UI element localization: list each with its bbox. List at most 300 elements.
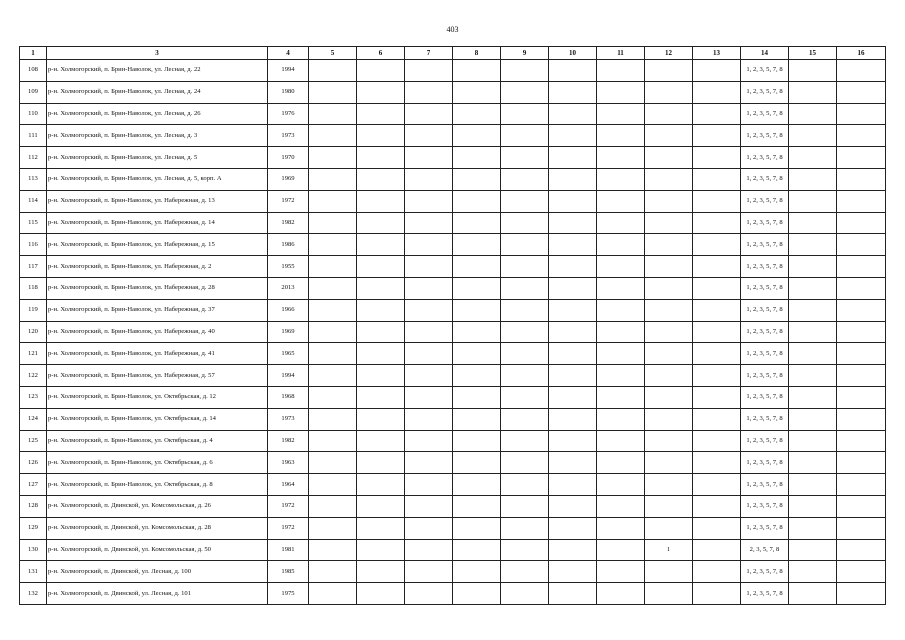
cell-col-11 — [597, 583, 645, 605]
row-number: 120 — [20, 321, 47, 343]
table-row — [20, 234, 886, 256]
cell-col-12 — [645, 103, 693, 125]
table-row — [20, 452, 886, 474]
cell-col-7 — [405, 583, 453, 605]
cell-col-9 — [501, 365, 549, 387]
row-year: 1955 — [268, 256, 309, 278]
cell-col-13 — [693, 386, 741, 408]
cell-col-9 — [501, 168, 549, 190]
cell-col-14: 1, 2, 3, 5, 7, 8 — [741, 168, 789, 190]
cell-col-16 — [837, 234, 886, 256]
cell-col-12 — [645, 212, 693, 234]
cell-col-9 — [501, 212, 549, 234]
cell-col-15 — [789, 103, 837, 125]
cell-col-16 — [837, 452, 886, 474]
row-year: 1976 — [268, 103, 309, 125]
row-year: 1964 — [268, 474, 309, 496]
cell-col-9 — [501, 517, 549, 539]
row-year: 1970 — [268, 147, 309, 169]
column-header-16: 16 — [837, 47, 886, 60]
cell-col-6 — [357, 234, 405, 256]
cell-col-9 — [501, 299, 549, 321]
cell-col-15 — [789, 299, 837, 321]
cell-col-16 — [837, 321, 886, 343]
cell-col-8 — [453, 452, 501, 474]
cell-col-12 — [645, 561, 693, 583]
row-number: 114 — [20, 190, 47, 212]
cell-col-8 — [453, 299, 501, 321]
cell-col-9 — [501, 277, 549, 299]
row-address: р-н. Холмогорский, п. Двинской, ул. Комсомольская, д. 50 — [47, 539, 268, 561]
table-body — [20, 60, 886, 605]
cell-col-7 — [405, 256, 453, 278]
cell-col-12 — [645, 60, 693, 82]
cell-col-8 — [453, 168, 501, 190]
cell-col-11 — [597, 343, 645, 365]
cell-col-9 — [501, 561, 549, 583]
cell-col-10 — [549, 81, 597, 103]
cell-col-14: 1, 2, 3, 5, 7, 8 — [741, 408, 789, 430]
cell-col-12 — [645, 234, 693, 256]
row-address: р-н. Холмогорский, п. Брин-Наволок, ул. Набережная, д. 37 — [47, 299, 268, 321]
table-row — [20, 299, 886, 321]
cell-col-6 — [357, 430, 405, 452]
column-header-5: 5 — [309, 47, 357, 60]
table-row — [20, 365, 886, 387]
cell-col-5 — [309, 103, 357, 125]
cell-col-7 — [405, 190, 453, 212]
table-row — [20, 343, 886, 365]
cell-col-9 — [501, 321, 549, 343]
cell-col-7 — [405, 365, 453, 387]
cell-col-11 — [597, 256, 645, 278]
cell-col-9 — [501, 408, 549, 430]
cell-col-11 — [597, 103, 645, 125]
row-number: 109 — [20, 81, 47, 103]
table-row — [20, 517, 886, 539]
cell-col-9 — [501, 583, 549, 605]
cell-col-5 — [309, 277, 357, 299]
cell-col-10 — [549, 147, 597, 169]
row-address: р-н. Холмогорский, п. Брин-Наволок, ул. Набережная, д. 2 — [47, 256, 268, 278]
table-row — [20, 190, 886, 212]
cell-col-10 — [549, 386, 597, 408]
cell-col-12 — [645, 430, 693, 452]
cell-col-12: 1 — [645, 539, 693, 561]
row-address: р-н. Холмогорский, п. Брин-Наволок, ул. Набережная, д. 41 — [47, 343, 268, 365]
cell-col-12 — [645, 583, 693, 605]
cell-col-8 — [453, 561, 501, 583]
cell-col-6 — [357, 386, 405, 408]
cell-col-9 — [501, 103, 549, 125]
cell-col-15 — [789, 60, 837, 82]
cell-col-16 — [837, 147, 886, 169]
cell-col-5 — [309, 539, 357, 561]
table-row — [20, 408, 886, 430]
row-address: р-н. Холмогорский, п. Двинской, ул. Комсомольская, д. 28 — [47, 517, 268, 539]
cell-col-15 — [789, 277, 837, 299]
row-address: р-н. Холмогорский, п. Брин-Наволок, ул. Набережная, д. 40 — [47, 321, 268, 343]
cell-col-13 — [693, 277, 741, 299]
cell-col-15 — [789, 583, 837, 605]
cell-col-14: 1, 2, 3, 5, 7, 8 — [741, 321, 789, 343]
cell-col-11 — [597, 147, 645, 169]
row-year: 1981 — [268, 539, 309, 561]
row-address: р-н. Холмогорский, п. Брин-Наволок, ул. Набережная, д. 13 — [47, 190, 268, 212]
cell-col-15 — [789, 430, 837, 452]
cell-col-9 — [501, 147, 549, 169]
cell-col-16 — [837, 539, 886, 561]
cell-col-10 — [549, 299, 597, 321]
cell-col-6 — [357, 168, 405, 190]
cell-col-13 — [693, 408, 741, 430]
cell-col-12 — [645, 452, 693, 474]
cell-col-12 — [645, 147, 693, 169]
cell-col-10 — [549, 452, 597, 474]
row-number: 118 — [20, 277, 47, 299]
row-address: р-н. Холмогорский, п. Брин-Наволок, ул. Октябрьская, д. 8 — [47, 474, 268, 496]
row-address: р-н. Холмогорский, п. Брин-Наволок, ул. Лесная, д. 5, корп. А — [47, 168, 268, 190]
cell-col-11 — [597, 277, 645, 299]
cell-col-5 — [309, 517, 357, 539]
column-header-15: 15 — [789, 47, 837, 60]
cell-col-5 — [309, 474, 357, 496]
cell-col-5 — [309, 125, 357, 147]
table-row — [20, 168, 886, 190]
row-address: р-н. Холмогорский, п. Брин-Наволок, ул. Октябрьская, д. 6 — [47, 452, 268, 474]
row-number: 124 — [20, 408, 47, 430]
column-header-7: 7 — [405, 47, 453, 60]
row-number: 108 — [20, 60, 47, 82]
cell-col-13 — [693, 539, 741, 561]
table-row — [20, 495, 886, 517]
cell-col-11 — [597, 561, 645, 583]
cell-col-6 — [357, 299, 405, 321]
cell-col-12 — [645, 321, 693, 343]
cell-col-16 — [837, 365, 886, 387]
cell-col-15 — [789, 234, 837, 256]
cell-col-15 — [789, 539, 837, 561]
row-year: 1963 — [268, 452, 309, 474]
row-address: р-н. Холмогорский, п. Брин-Наволок, ул. Лесная, д. 3 — [47, 125, 268, 147]
cell-col-5 — [309, 190, 357, 212]
row-number: 113 — [20, 168, 47, 190]
cell-col-6 — [357, 539, 405, 561]
cell-col-5 — [309, 212, 357, 234]
row-number: 128 — [20, 495, 47, 517]
row-year: 1986 — [268, 234, 309, 256]
row-year: 1965 — [268, 343, 309, 365]
cell-col-16 — [837, 495, 886, 517]
cell-col-15 — [789, 147, 837, 169]
row-address: р-н. Холмогорский, п. Двинской, ул. Комсомольская, д. 26 — [47, 495, 268, 517]
cell-col-13 — [693, 103, 741, 125]
cell-col-8 — [453, 517, 501, 539]
cell-col-7 — [405, 234, 453, 256]
row-year: 1985 — [268, 561, 309, 583]
row-number: 110 — [20, 103, 47, 125]
cell-col-7 — [405, 299, 453, 321]
cell-col-15 — [789, 474, 837, 496]
cell-col-13 — [693, 147, 741, 169]
cell-col-14: 1, 2, 3, 5, 7, 8 — [741, 212, 789, 234]
cell-col-13 — [693, 234, 741, 256]
cell-col-10 — [549, 256, 597, 278]
cell-col-5 — [309, 452, 357, 474]
cell-col-8 — [453, 190, 501, 212]
cell-col-12 — [645, 474, 693, 496]
cell-col-15 — [789, 386, 837, 408]
cell-col-6 — [357, 256, 405, 278]
cell-col-5 — [309, 234, 357, 256]
cell-col-13 — [693, 517, 741, 539]
cell-col-15 — [789, 452, 837, 474]
row-year: 1972 — [268, 495, 309, 517]
cell-col-16 — [837, 212, 886, 234]
cell-col-11 — [597, 234, 645, 256]
cell-col-13 — [693, 299, 741, 321]
cell-col-6 — [357, 583, 405, 605]
cell-col-10 — [549, 517, 597, 539]
cell-col-11 — [597, 539, 645, 561]
cell-col-7 — [405, 103, 453, 125]
column-header-13: 13 — [693, 47, 741, 60]
table-row — [20, 386, 886, 408]
row-number: 131 — [20, 561, 47, 583]
cell-col-10 — [549, 103, 597, 125]
row-year: 1994 — [268, 60, 309, 82]
cell-col-13 — [693, 168, 741, 190]
cell-col-11 — [597, 386, 645, 408]
row-address: р-н. Холмогорский, п. Двинской, ул. Лесная, д. 101 — [47, 583, 268, 605]
cell-col-8 — [453, 321, 501, 343]
row-address: р-н. Холмогорский, п. Двинской, ул. Лесная, д. 100 — [47, 561, 268, 583]
cell-col-8 — [453, 81, 501, 103]
cell-col-12 — [645, 343, 693, 365]
cell-col-8 — [453, 365, 501, 387]
cell-col-14: 1, 2, 3, 5, 7, 8 — [741, 343, 789, 365]
cell-col-15 — [789, 212, 837, 234]
cell-col-6 — [357, 561, 405, 583]
cell-col-6 — [357, 81, 405, 103]
column-header-1: 1 — [20, 47, 47, 60]
cell-col-14: 2, 3, 5, 7, 8 — [741, 539, 789, 561]
cell-col-13 — [693, 365, 741, 387]
cell-col-7 — [405, 430, 453, 452]
cell-col-14: 1, 2, 3, 5, 7, 8 — [741, 103, 789, 125]
cell-col-8 — [453, 256, 501, 278]
cell-col-16 — [837, 386, 886, 408]
cell-col-8 — [453, 474, 501, 496]
row-year: 1980 — [268, 81, 309, 103]
cell-col-12 — [645, 386, 693, 408]
cell-col-13 — [693, 452, 741, 474]
cell-col-8 — [453, 234, 501, 256]
cell-col-14: 1, 2, 3, 5, 7, 8 — [741, 474, 789, 496]
cell-col-8 — [453, 343, 501, 365]
cell-col-8 — [453, 430, 501, 452]
cell-col-6 — [357, 103, 405, 125]
cell-col-5 — [309, 495, 357, 517]
cell-col-16 — [837, 256, 886, 278]
column-header-8: 8 — [453, 47, 501, 60]
cell-col-10 — [549, 234, 597, 256]
cell-col-12 — [645, 81, 693, 103]
cell-col-5 — [309, 299, 357, 321]
cell-col-15 — [789, 408, 837, 430]
cell-col-16 — [837, 343, 886, 365]
row-number: 116 — [20, 234, 47, 256]
cell-col-5 — [309, 60, 357, 82]
cell-col-12 — [645, 408, 693, 430]
cell-col-5 — [309, 430, 357, 452]
cell-col-15 — [789, 321, 837, 343]
cell-col-14: 1, 2, 3, 5, 7, 8 — [741, 256, 789, 278]
page-number: 403 — [446, 25, 459, 34]
cell-col-10 — [549, 430, 597, 452]
cell-col-5 — [309, 321, 357, 343]
cell-col-7 — [405, 517, 453, 539]
cell-col-7 — [405, 408, 453, 430]
cell-col-8 — [453, 212, 501, 234]
row-address: р-н. Холмогорский, п. Брин-Наволок, ул. Набережная, д. 14 — [47, 212, 268, 234]
cell-col-10 — [549, 343, 597, 365]
table-row — [20, 147, 886, 169]
cell-col-6 — [357, 190, 405, 212]
cell-col-10 — [549, 365, 597, 387]
cell-col-14: 1, 2, 3, 5, 7, 8 — [741, 430, 789, 452]
cell-col-13 — [693, 125, 741, 147]
row-year: 1968 — [268, 386, 309, 408]
cell-col-11 — [597, 168, 645, 190]
cell-col-7 — [405, 452, 453, 474]
row-number: 117 — [20, 256, 47, 278]
cell-col-10 — [549, 321, 597, 343]
cell-col-11 — [597, 212, 645, 234]
cell-col-10 — [549, 168, 597, 190]
cell-col-14: 1, 2, 3, 5, 7, 8 — [741, 561, 789, 583]
cell-col-14: 1, 2, 3, 5, 7, 8 — [741, 147, 789, 169]
cell-col-14: 1, 2, 3, 5, 7, 8 — [741, 386, 789, 408]
cell-col-8 — [453, 583, 501, 605]
cell-col-13 — [693, 190, 741, 212]
cell-col-12 — [645, 517, 693, 539]
cell-col-15 — [789, 365, 837, 387]
column-header-4: 4 — [268, 47, 309, 60]
cell-col-9 — [501, 495, 549, 517]
row-number: 112 — [20, 147, 47, 169]
table-row — [20, 430, 886, 452]
cell-col-10 — [549, 212, 597, 234]
column-header-12: 12 — [645, 47, 693, 60]
row-number: 129 — [20, 517, 47, 539]
row-number: 132 — [20, 583, 47, 605]
cell-col-7 — [405, 474, 453, 496]
row-address: р-н. Холмогорский, п. Брин-Наволок, ул. Набережная, д. 28 — [47, 277, 268, 299]
cell-col-12 — [645, 299, 693, 321]
cell-col-6 — [357, 212, 405, 234]
cell-col-14: 1, 2, 3, 5, 7, 8 — [741, 299, 789, 321]
cell-col-5 — [309, 168, 357, 190]
table-row — [20, 212, 886, 234]
cell-col-7 — [405, 168, 453, 190]
cell-col-13 — [693, 474, 741, 496]
cell-col-13 — [693, 343, 741, 365]
cell-col-16 — [837, 190, 886, 212]
cell-col-11 — [597, 190, 645, 212]
cell-col-5 — [309, 386, 357, 408]
table-row — [20, 125, 886, 147]
table-row — [20, 60, 886, 82]
row-year: 2013 — [268, 277, 309, 299]
cell-col-10 — [549, 583, 597, 605]
cell-col-14: 1, 2, 3, 5, 7, 8 — [741, 81, 789, 103]
cell-col-16 — [837, 277, 886, 299]
row-number: 119 — [20, 299, 47, 321]
table-row — [20, 81, 886, 103]
cell-col-11 — [597, 321, 645, 343]
cell-col-6 — [357, 277, 405, 299]
cell-col-13 — [693, 495, 741, 517]
cell-col-5 — [309, 583, 357, 605]
cell-col-16 — [837, 81, 886, 103]
row-address: р-н. Холмогорский, п. Брин-Наволок, ул. Лесная, д. 26 — [47, 103, 268, 125]
cell-col-8 — [453, 539, 501, 561]
cell-col-6 — [357, 147, 405, 169]
cell-col-16 — [837, 103, 886, 125]
column-header-9: 9 — [501, 47, 549, 60]
row-year: 1982 — [268, 212, 309, 234]
cell-col-8 — [453, 386, 501, 408]
cell-col-10 — [549, 561, 597, 583]
cell-col-11 — [597, 408, 645, 430]
cell-col-10 — [549, 60, 597, 82]
cell-col-8 — [453, 495, 501, 517]
cell-col-10 — [549, 277, 597, 299]
table-row — [20, 256, 886, 278]
row-address: р-н. Холмогорский, п. Брин-Наволок, ул. Лесная, д. 5 — [47, 147, 268, 169]
cell-col-14: 1, 2, 3, 5, 7, 8 — [741, 277, 789, 299]
housing-register-table — [19, 46, 886, 605]
cell-col-11 — [597, 430, 645, 452]
cell-col-14: 1, 2, 3, 5, 7, 8 — [741, 125, 789, 147]
cell-col-5 — [309, 147, 357, 169]
cell-col-8 — [453, 277, 501, 299]
column-header-10: 10 — [549, 47, 597, 60]
cell-col-9 — [501, 234, 549, 256]
cell-col-10 — [549, 495, 597, 517]
cell-col-9 — [501, 60, 549, 82]
table-row — [20, 277, 886, 299]
cell-col-9 — [501, 343, 549, 365]
table-row — [20, 474, 886, 496]
cell-col-8 — [453, 147, 501, 169]
cell-col-9 — [501, 190, 549, 212]
cell-col-16 — [837, 583, 886, 605]
cell-col-14: 1, 2, 3, 5, 7, 8 — [741, 495, 789, 517]
cell-col-8 — [453, 125, 501, 147]
row-year: 1973 — [268, 408, 309, 430]
cell-col-7 — [405, 561, 453, 583]
cell-col-8 — [453, 103, 501, 125]
cell-col-14: 1, 2, 3, 5, 7, 8 — [741, 365, 789, 387]
cell-col-9 — [501, 474, 549, 496]
cell-col-6 — [357, 60, 405, 82]
cell-col-11 — [597, 81, 645, 103]
cell-col-12 — [645, 277, 693, 299]
cell-col-14: 1, 2, 3, 5, 7, 8 — [741, 517, 789, 539]
cell-col-14: 1, 2, 3, 5, 7, 8 — [741, 234, 789, 256]
